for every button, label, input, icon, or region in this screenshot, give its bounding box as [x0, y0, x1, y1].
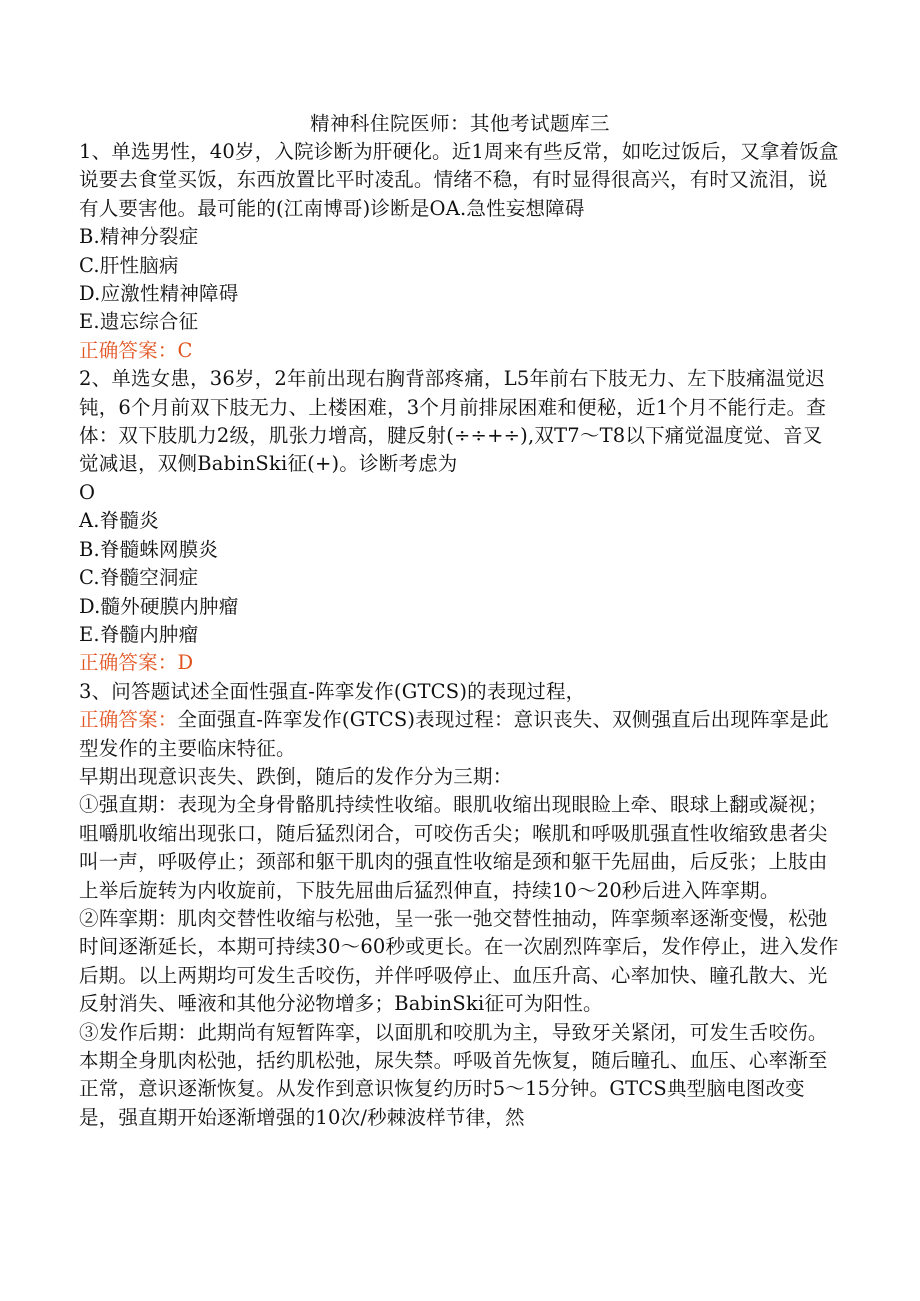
question-3-stem: 3、问答题试述全面性强直-阵挛发作(GTCS)的表现过程，	[79, 679, 586, 703]
question-3-answer-line	[79, 706, 839, 763]
question-2-blank: O	[79, 480, 96, 504]
question-3-paragraph-postictal: ③发作后期：此期尚有短暂阵挛，以面肌和咬肌为主，导致牙关紧闭，可发生舌咬伤。本期全身肌肉松弛，括约肌松弛，尿失禁。呼吸首先恢复，随后瞳孔、血压、心率渐至正常，意识逐渐恢复。从发作到意识恢复约历时5～15分钟。GTCS典型脑电图改变是，强直期开始逐渐增强的10次/秒棘波样节律，然	[79, 1020, 828, 1129]
answer-label: 正确答案：	[79, 708, 178, 732]
question-2-option-b: B.脊髓蛛网膜炎	[79, 537, 219, 561]
question-3-paragraph-clonic: ②阵挛期：肌肉交替性收缩与松弛，呈一张一弛交替性抽动，阵挛频率逐渐变慢，松弛时间逐渐延长，本期可持续30～60秒或更长。在一次剧烈阵挛后，发作停止，进入发作后期。以上两期均可发生舌咬伤，并伴呼吸停止、血压升高、心率加快、瞳孔散大、光反射消失、唾液和其他分泌物增多；BabinSki征可为阳性。	[79, 906, 839, 1016]
question-1-option-c: C.肝性脑病	[79, 253, 179, 277]
question-1-stem: 1、单选男性，40岁，入院诊断为肝硬化。近1周来有些反常，如吃过饭后，又拿着饭盒说要去食堂买饭，东西放置比平时凌乱。情绪不稳，有时显得很高兴，有时又流泪，说有人要害他。最可能的(江南博哥)诊断是OA.急性妄想障碍	[79, 140, 839, 220]
question-2-option-e: E.脊髓内肿瘤	[79, 622, 199, 646]
document-title: 精神科住院医师：其他考试题库三	[309, 112, 610, 135]
question-3-paragraph-intro: 早期出现意识丧失、跌倒，随后的发作分为三期：	[79, 764, 513, 788]
answer-label: 正确答案：	[79, 338, 178, 362]
document-body	[79, 138, 839, 1132]
question-2-option-c: C.脊髓空洞症	[79, 566, 199, 590]
question-2-answer: D	[177, 651, 194, 675]
question-2-stem: 2、单选女患，36岁，2年前出现右胸背部疼痛，L5年前右下肢无力、左下肢痛温觉迟钝，6个月前双下肢无力、上楼困难，3个月前排尿困难和便秘，近1个月不能行走。查体：双下肢肌力2级，肌张力增高，腱反射(÷÷+÷),双T7～T8以下痛觉温度觉、音叉觉减退，双侧BabinSki征(+)。诊断考虑为	[79, 367, 827, 476]
question-1-option-d: D.应激性精神障碍	[79, 282, 239, 306]
question-1-answer: C	[177, 338, 193, 362]
answer-label: 正确答案：	[79, 651, 178, 675]
question-2-answer-line	[79, 649, 839, 677]
question-3-paragraph-tonic: ①强直期：表现为全身骨骼肌持续性收缩。眼肌收缩出现眼睑上牵、眼球上翻或凝视；咀嚼肌收缩出现张口，随后猛烈闭合，可咬伤舌尖；喉肌和呼吸肌强直性收缩致患者尖叫一声，呼吸停止；颈部和躯干肌肉的强直性收缩是颈和躯干先屈曲，后反张；上肢由上举后旋转为内收旋前，下肢先屈曲后猛烈伸直，持续10～20秒后进入阵挛期。	[79, 793, 828, 902]
question-1-option-b: B.精神分裂症	[79, 225, 199, 249]
question-3-answer: 全面强直-阵挛发作(GTCS)表现过程：意识丧失、双侧强直后出现阵挛是此型发作的主要临床特征。	[79, 708, 829, 760]
question-2-option-a: A.脊髓炎	[79, 509, 159, 533]
question-1-answer-line	[79, 337, 839, 365]
question-1-option-e: E.遗忘综合征	[79, 310, 199, 334]
question-2-option-d: D.髓外硬膜内肿瘤	[79, 594, 239, 618]
